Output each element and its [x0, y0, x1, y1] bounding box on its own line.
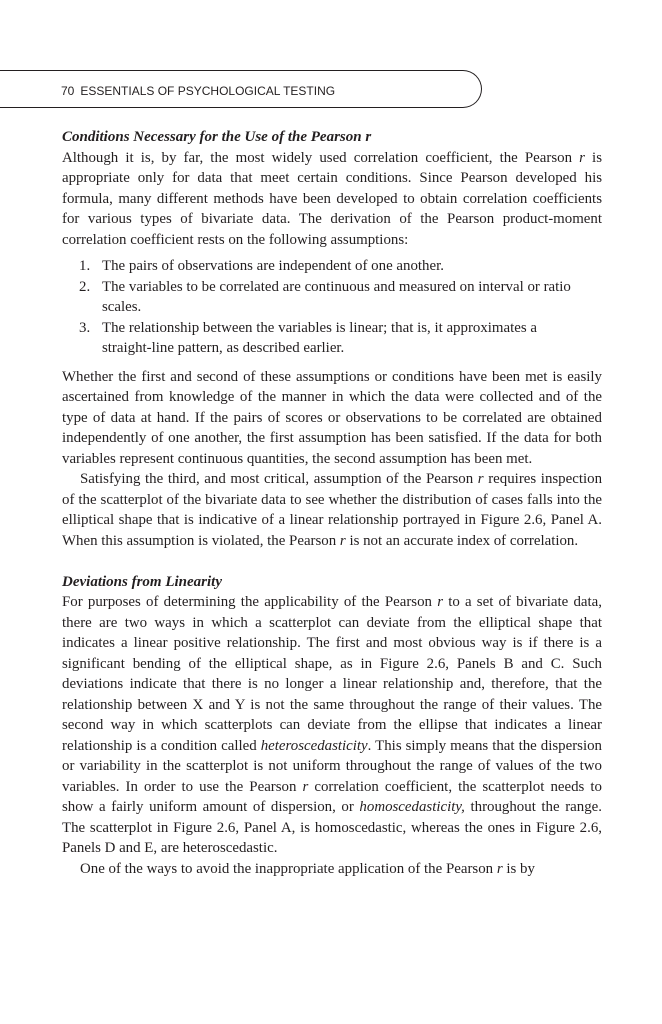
- list-item: [79, 277, 578, 318]
- section-heading-pearson-conditions: Conditions Necessary for the Use of the Pearson r: [62, 129, 372, 145]
- list-item-text: The relationship between the variables is linear; that is, it approximates a straight-line pattern, as described earlier.: [102, 319, 537, 356]
- section-heading-deviations: Deviations from Linearity: [62, 573, 222, 590]
- list-item-text: The variables to be correlated are continuous and measured on interval or ratio scales.: [102, 278, 571, 315]
- page-body: [62, 127, 602, 879]
- page-number: 70: [61, 84, 75, 98]
- paragraph-deviations: For purposes of determining the applicability of the Pearson r to a set of bivariate data, there are two ways in which a scatterplot can deviate from the elliptical shape that indicates a linear positive relationship. The first and most obvious way is if there is a significant bending of the elliptical shape, as in Figure 2.6, Panels B and C. Such deviations indicate that there is no longer a linear relationship and, therefore, that the relationship between X and Y is not the same throughout the range of their values. The second way in which scatterplots can deviate from the ellipse that indicates a linear relationship is a condition called heteroscedasticity. This simply means that the dispersion or variability in the scatterplot is not uniform throughout the range of values of the two variables. In order to use the Pearson r correlation coefficient, the scatterplot needs to show a fairly uniform amount of dispersion, or homoscedasticity, throughout the range. The scatterplot in Figure 2.6, Panel A, is homoscedastic, whereas the ones in Figure 2.6, Panels D and E, are heteroscedastic.: [62, 594, 602, 856]
- list-item-number: 2.: [79, 278, 91, 295]
- paragraph-assumptions-met: Whether the first and second of these assumptions or conditions have been met is easily ascertained from knowledge of the manner in which the data were collected and of the type of data at hand. If the pairs of scores or observations to be correlated are obtained independently of one another, the first assumption has been satisfied. If the data for both variables represent continuous quantities, the second assumption has been met.: [62, 368, 602, 467]
- assumptions-list: [62, 256, 602, 359]
- list-item-number: 3.: [79, 319, 91, 336]
- section-spacer: [62, 551, 602, 572]
- running-header: [61, 84, 335, 98]
- list-item-number: 1.: [79, 258, 91, 274]
- paragraph-third-assumption: Satisfying the third, and most critical, assumption of the Pearson r requires inspection of the scatterplot of the bivariate data to see whether the distribution of cases falls into the elliptical shape that is indicative of a linear relationship portrayed in Figure 2.6, Panel A. When this assumption is violated, the Pearson r is not an accurate index of correlation.: [62, 471, 603, 549]
- list-item: [79, 256, 578, 277]
- paragraph-avoid-misuse: One of the ways to avoid the inappropriate application of the Pearson r is by: [80, 860, 535, 877]
- list-item-text: The pairs of observations are independent of one another.: [102, 258, 444, 274]
- list-item: [79, 318, 578, 359]
- running-title: ESSENTIALS OF PSYCHOLOGICAL TESTING: [80, 84, 336, 98]
- paragraph-intro: Although it is, by far, the most widely used correlation coefficient, the Pearson r is appropriate only for data that meet certain conditions. Since Pearson developed his formula, many different methods have been developed to obtain correlation coefficients for various types of bivariate data. The derivation of the Pearson product-moment correlation coefficient rests on the following assumptions:: [62, 149, 602, 248]
